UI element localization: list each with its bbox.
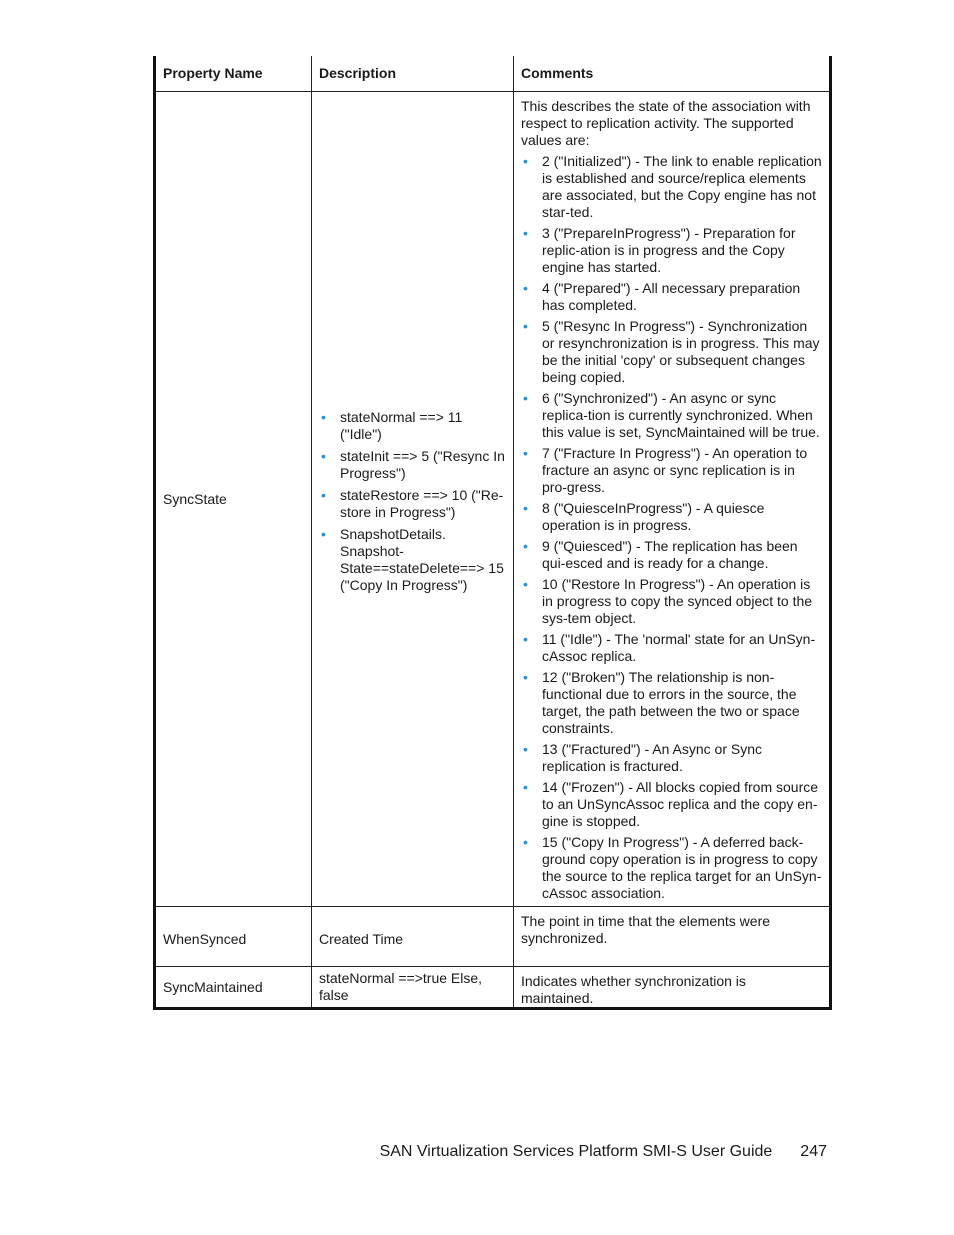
state-value-item: • 12 ("Broken") The relationship is non-functional due to errors in the source, the target, the path between the two or space constraints. bbox=[521, 669, 822, 737]
state-value-item: • 11 ("Idle") - The 'normal' state for an UnSyn-cAssoc replica. bbox=[521, 631, 822, 665]
state-value-item: • 8 ("QuiesceInProgress") - A quiesce operation is in progress. bbox=[521, 500, 822, 534]
state-value-item: • 15 ("Copy In Progress") - A deferred back-ground copy operation is in progress to copy the source to the replica target for an UnSyn-cAssoc association. bbox=[521, 834, 822, 902]
state-value-item: • 13 ("Fractured") - An Async or Sync replication is fractured. bbox=[521, 741, 822, 775]
property-table bbox=[153, 56, 832, 1010]
header-property-name: Property Name bbox=[155, 56, 312, 92]
state-value-item: • 3 ("PrepareInProgress") - Preparation for replic-ation is in progress and the Copy engine has started. bbox=[521, 225, 822, 276]
property-name-cell: WhenSynced bbox=[155, 907, 312, 967]
table-row-syncmaintained bbox=[155, 967, 831, 1009]
header-comments: Comments bbox=[514, 56, 831, 92]
description-item: • stateInit ==> 5 ("Resync In Progress") bbox=[319, 448, 506, 482]
comments-cell: The point in time that the elements were synchronized. bbox=[514, 907, 831, 967]
state-value-item: • 14 ("Frozen") - All blocks copied from source to an UnSyncAssoc replica and the copy en-gine is stopped. bbox=[521, 779, 822, 830]
comments-cell: Indicates whether synchronization is maintained. bbox=[514, 967, 831, 1009]
comment-intro: This describes the state of the association with respect to replication activity. The supported values are: bbox=[521, 98, 811, 148]
page-number: 247 bbox=[800, 1143, 827, 1160]
description-item: • SnapshotDetails. Snapshot-State==stateDelete==> 15 ("Copy In Progress") bbox=[319, 526, 506, 594]
document-title: SAN Virtualization Services Platform SMI-S User Guide bbox=[379, 1143, 773, 1160]
description-cell bbox=[312, 92, 514, 907]
comments-cell bbox=[514, 92, 831, 907]
state-value-item: • 2 ("Initialized") - The link to enable replication is established and source/replica elements are associated, but the Copy engine has not star-ted. bbox=[521, 153, 822, 221]
property-name-cell: SyncState bbox=[155, 92, 312, 907]
table-row-whensynced bbox=[155, 907, 831, 967]
header-description: Description bbox=[312, 56, 514, 92]
description-cell: Created Time bbox=[312, 907, 514, 967]
state-value-list bbox=[521, 153, 822, 902]
description-item: • stateRestore ==> 10 ("Re-store in Progress") bbox=[319, 487, 506, 521]
property-name-cell: SyncMaintained bbox=[155, 967, 312, 1009]
description-cell: stateNormal ==>true Else, false bbox=[312, 967, 514, 1009]
state-value-item: • 5 ("Resync In Progress") - Synchronization or resynchronization is in progress. This may be the initial 'copy' or subsequent changes being copied. bbox=[521, 318, 822, 386]
page-footer bbox=[0, 1143, 827, 1161]
state-value-item: • 6 ("Synchronized") - An async or sync replica-tion is currently synchronized. When this value is set, SyncMaintained will be true. bbox=[521, 390, 822, 441]
description-item: • stateNormal ==> 11 ("Idle") bbox=[319, 409, 506, 443]
state-value-item: • 4 ("Prepared") - All necessary preparation has completed. bbox=[521, 280, 822, 314]
description-list bbox=[319, 409, 506, 594]
table-row-syncstate bbox=[155, 92, 831, 907]
table-header-row bbox=[155, 56, 831, 92]
state-value-item: • 10 ("Restore In Progress") - An operation is in progress to copy the synced object to the sys-tem object. bbox=[521, 576, 822, 627]
state-value-item: • 7 ("Fracture In Progress") - An operation to fracture an async or sync replication is in pro-gress. bbox=[521, 445, 822, 496]
state-value-item: • 9 ("Quiesced") - The replication has been qui-esced and is ready for a change. bbox=[521, 538, 822, 572]
